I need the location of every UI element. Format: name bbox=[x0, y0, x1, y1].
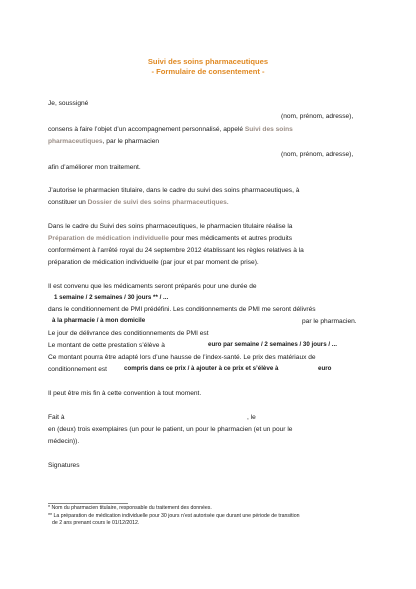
intro-pharmacist-line bbox=[48, 137, 159, 147]
agreement-by-pharmacist: par le pharmacien. bbox=[302, 318, 357, 325]
termination-clause: Il peut être mis fin à cette convention à tout moment. bbox=[48, 390, 202, 397]
document-title: Suivi des soins pharmaceutiques bbox=[147, 57, 269, 66]
agreement-packaging-line: dans le conditionnement de PMI prédéfini. Les conditionnements de PMI me seront délivrés bbox=[48, 306, 316, 313]
agreement-amount-label: Le montant de cette prestation s’élève à bbox=[48, 342, 165, 349]
copies-line-2: médecin)). bbox=[48, 438, 80, 445]
pmi-line-3: conformément à l’arrêté royal du 24 septembre 2012 établissant les règles relatives à la bbox=[48, 247, 304, 254]
copies-line-1: en (deux) trois exemplaires (un pour le patient, un pour le pharmacien (et un pour le bbox=[48, 426, 293, 433]
pmi-line-2 bbox=[48, 234, 292, 244]
agreement-index-line: Ce montant pourra être adapté lors d’une hausse de l’index-santé. Le prix des matériaux de bbox=[48, 354, 316, 361]
materials-price-unit: euro bbox=[318, 365, 332, 372]
footnote-2-line-1: ** La préparation de médication individuelle pour 30 jours n’est autorisée que durant une période de transition bbox=[48, 513, 300, 519]
footnote-separator bbox=[48, 503, 128, 504]
authorise-line-2 bbox=[48, 198, 229, 208]
intro-consent-text: consens à faire l’objet d’un accompagnement personnalisé, appelé bbox=[48, 126, 245, 133]
delivery-options[interactable]: à la pharmacie / à mon domicile bbox=[52, 317, 146, 324]
intro-name-hint-1: (nom, prénom, adresse), bbox=[281, 113, 354, 120]
pmi-name: Préparation de médication individuelle bbox=[48, 235, 169, 242]
dossier-name: Dossier de suivi des soins pharmaceutiques bbox=[87, 199, 227, 206]
agreement-duration-intro: Il est convenu que les médicaments seront préparés pour une durée de bbox=[48, 283, 257, 290]
authorise-text: constituer un bbox=[48, 199, 88, 206]
intro-name-hint-2: (nom, prénom, adresse), bbox=[281, 151, 354, 158]
signing-date-label: , le bbox=[247, 414, 256, 421]
pmi-line-4: préparation de médication individuelle (par jour et par moment de prise). bbox=[48, 259, 259, 266]
materials-price-options[interactable]: compris dans ce prix / à ajouter à ce prix et s’élève à bbox=[124, 365, 279, 372]
intro-service-name-a: Suivi des soins bbox=[244, 126, 293, 133]
intro-purpose: afin d’améliorer mon traitement. bbox=[48, 164, 141, 171]
document-subtitle: - Formulaire de consentement - bbox=[151, 67, 265, 76]
signing-place-label: Fait à bbox=[48, 414, 65, 421]
intro-pharmacist-text: , par le pharmacien bbox=[102, 138, 160, 145]
duration-options[interactable]: 1 semaine / 2 semaines / 30 jours ** / ... bbox=[54, 294, 169, 301]
agreement-materials-label: conditionnement est bbox=[48, 366, 108, 373]
pmi-line-1: Dans le cadre du Suivi des soins pharmaceutiques, le pharmacien titulaire réalise la bbox=[48, 223, 293, 230]
footnote-2-line-2: de 2 ans prenant cours le 01/12/2012. bbox=[52, 520, 140, 526]
authorise-period: . bbox=[226, 199, 229, 206]
authorise-line-1: J’autorise le pharmacien titulaire, dans le cadre du suivi des soins pharmaceutiques, à bbox=[48, 187, 300, 194]
footnote-1: * Nom du pharmacien titulaire, responsable du traitement des données. bbox=[48, 505, 212, 511]
intro-consent-line bbox=[48, 125, 293, 135]
intro-service-name-b: pharmaceutiques bbox=[48, 138, 103, 145]
pmi-text: pour mes médicaments et autres produits bbox=[168, 235, 293, 242]
amount-period-options[interactable]: euro par semaine / 2 semaines / 30 jours / ... bbox=[208, 341, 337, 348]
intro-soussigne: Je, soussigné bbox=[48, 100, 89, 107]
agreement-delivery-day: Le jour de délivrance des conditionnements de PMI est bbox=[48, 330, 209, 337]
signatures-label: Signatures bbox=[48, 462, 80, 469]
